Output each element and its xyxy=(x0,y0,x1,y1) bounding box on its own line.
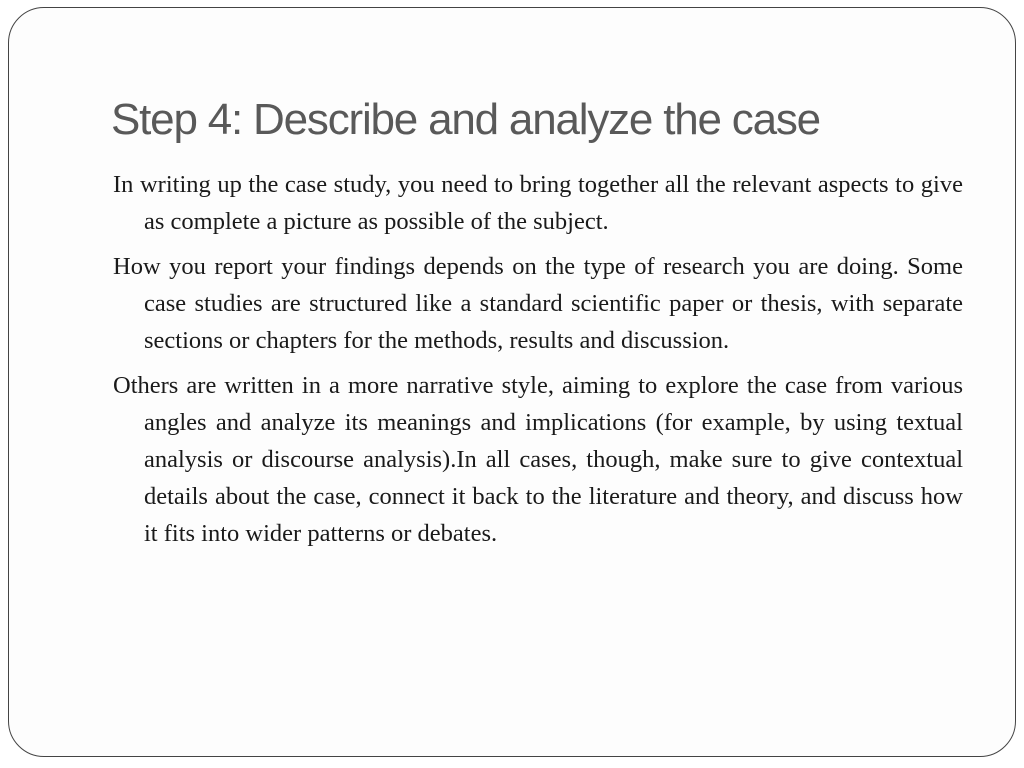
slide-title: Step 4: Describe and analyze the case xyxy=(111,95,820,144)
slide-body xyxy=(113,166,963,560)
body-paragraph: How you report your findings depends on the type of research you are doing. Some case studies are structured like a standard scientific paper or thesis, with separate sections or chapters for the methods, results and discussion. xyxy=(113,253,963,354)
body-paragraph: Others are written in a more narrative style, aiming to explore the case from various angles and analyze its meanings and implications (for example, by using textual analysis or discourse analysis).In all cases, though, make sure to give contextual details about the case, connect it back to the literature and theory, and discuss how it fits into wider patterns or debates. xyxy=(113,372,963,547)
body-paragraph: In writing up the case study, you need to bring together all the relevant aspects to give as complete a picture as possible of the subject. xyxy=(113,171,963,235)
